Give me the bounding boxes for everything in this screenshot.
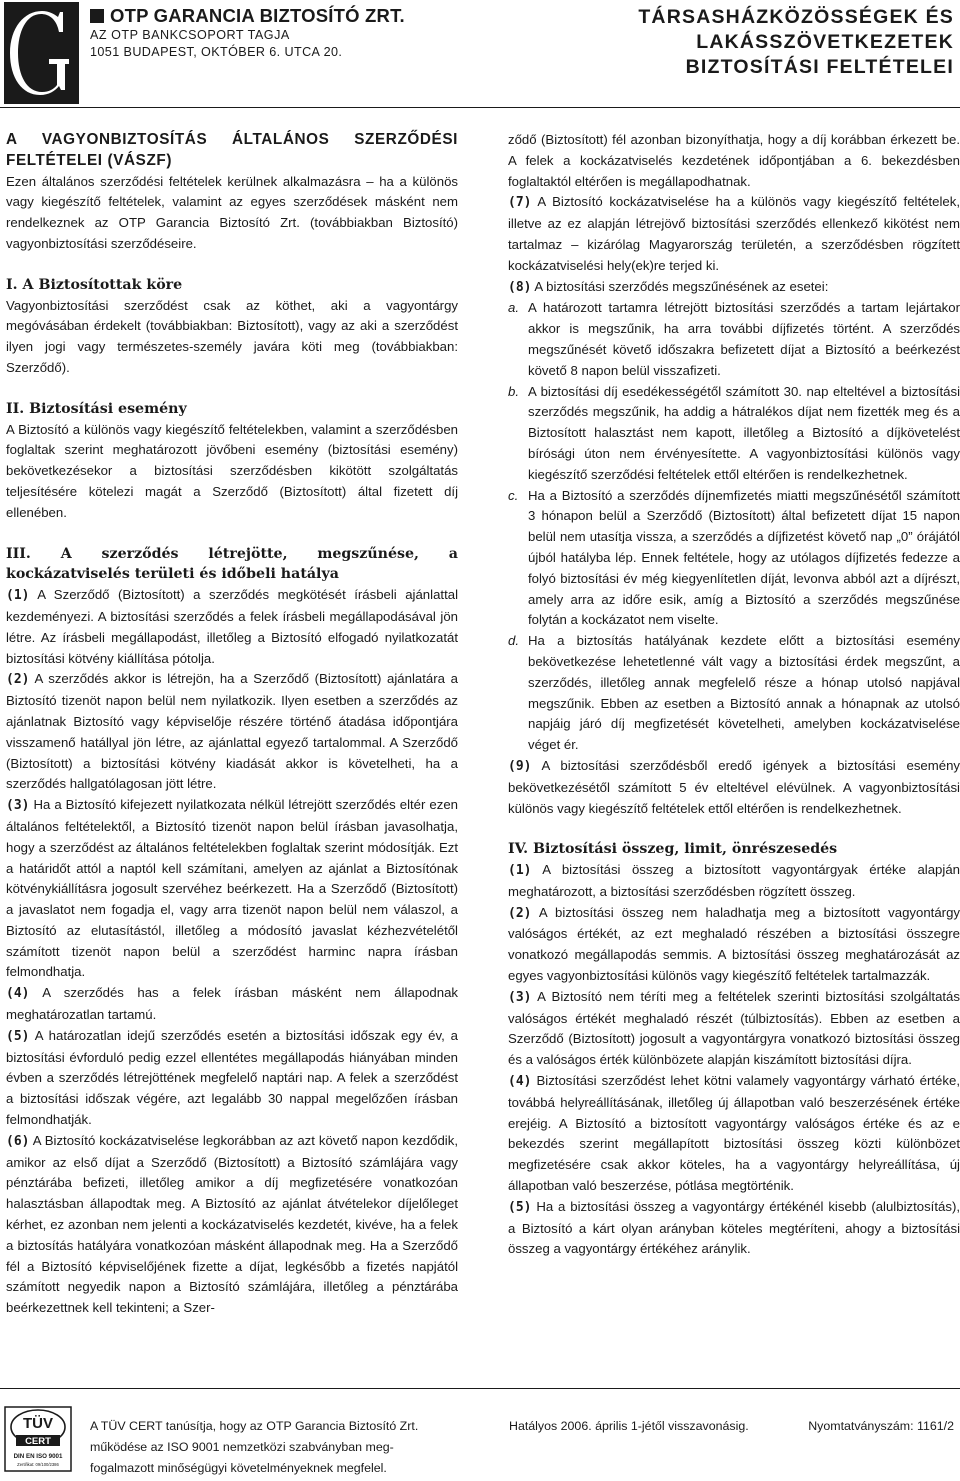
paragraph-number: (5) — [6, 1028, 30, 1044]
tuv-cert-logo — [4, 1406, 72, 1472]
paragraph-4-3: (3) A Biztosító nem téríti meg a feltételek szerinti biztosítási szolgáltatás valóságos értékét meghaladó részét (túlbiztosítás). Ebben az esetben a Szerződő (Biztosított) jogosult a vagyontárgyra vonatkozó biztosítási összeg és a valóságos érték különbözete alapján kiszámított biztosítási díjra. — [508, 988, 960, 1068]
list-item: d. Ha a biztosítás hatályának kezdete előtt a biztosítási esemény bekövetkezése lehetetlenné vált vagy a biztosítási érdek megszűnt, a szerződés, illetőleg annak megfelelő része a hónap utolsó napjával megszűnik. Ebben az esetben a Biztosító annak a hónapnak az utolsó napjáig járó díj megfizetését követelheti, amelyben kockázatviselése véget ér. — [508, 633, 960, 753]
company-block — [90, 4, 405, 61]
paragraph-number: (3) — [508, 989, 532, 1005]
paragraph-3-4: (4) A szerződés has a felek írásban másként nem állapodnak meghatározatlan tartamú. — [6, 985, 458, 1023]
cert-badge-text: CERT — [25, 1436, 51, 1447]
paragraph-3-8: (8) A biztosítási szerződés megszűnésének az esetei: — [508, 278, 829, 295]
document-title-line: TÁRSASHÁZKÖZÖSSÉGEK ÉS — [638, 6, 954, 28]
paragraph-number: (4) — [6, 986, 30, 1002]
square-bullet-icon — [90, 9, 104, 23]
paragraph-3-5: (5) A határozatlan idejű szerződés esetén a biztosítási időszak egy év, a biztosítási évforduló pedig ezzel ellentétes megállapodás hiányában minden évben a szerződés létrejöttének megfelelő naptári nap. A felek a szerződést a biztosítási időszak végére, azt legalább 30 nappal megelőzően írásban felmondhatják. — [6, 1027, 459, 1128]
left-column — [6, 130, 458, 1319]
section-heading-1: I. A Biztosítottak köre — [6, 276, 183, 293]
paragraph-4-5: (5) Ha a biztosítási összeg a vagyontárgy értékénél kisebb (alulbiztosítás), a Biztosító a kárt olyan arányban köteles megtéríteni, ahogy a biztosítási összeg a vagyontárgy értékéhez aránylik. — [508, 1198, 960, 1257]
company-group: AZ OTP BANKCSOPORT TAGJA — [90, 28, 290, 42]
footer-divider — [0, 1388, 960, 1389]
certification-statement — [90, 1416, 418, 1479]
paragraph-number: (6) — [6, 1133, 30, 1149]
company-name: OTP GARANCIA BIZTOSÍTÓ ZRT. — [90, 4, 405, 27]
paragraph-4-4: (4) Biztosítási szerződést lehet kötni valamely vagyontárgy várható értéke, továbbá helyreállításának, illetőleg új állapotban való beszerzésének értéke erejéig. A Biztosító a biztosított vagyontárgy valóságos értéke és az e bekezdés szerint megállapított biztosítási összeg közti különbözet megfizetésére csak akkor köteles, ha a vagyontárgy helyreállítása, új állapotban való beszerzése, pótlása megtörténik. — [508, 1073, 960, 1194]
paragraph-number: (5) — [508, 1199, 532, 1215]
certificate-number-text: Zertifikat: 09/100/2386 — [17, 1462, 59, 1467]
certification-line: A TÜV CERT tanúsítja, hogy az OTP Garancia Biztosító Zrt. — [90, 1419, 419, 1433]
paragraph-3-6: (6) A Biztosító kockázatviselése legkorábban az azt követő napon kezdődik, amikor az első díjat a Szerződő (Biztosított) a Biztosító számlájára vagy pénztárába befizeti, illetőleg amikor a díj megfizetésére vonatkozóan halasztásban állapodtak meg. A Biztosító az ajánlat átvételekor díjelőleget kérhet, ez azonban nem jelenti a kockázatviselés kezdetét, kivéve, ha a felek a biztosítás hatályára vonatkozóan másként állapodnak meg. Ha a Szerződő fél a Biztosító képviselőjének fizette a díjat, legkésőbb a fizetés napjától számított negyedik napon a Biztosító számlájára, illetőleg a pénztárába beérkezettnek kell tekinteni; a Szer- — [6, 1132, 458, 1316]
header-divider — [0, 107, 960, 108]
section-2-text: A Biztosító a különös vagy kiegészítő feltételekben, valamint a szerződésben foglaltak szerint meghatározott jövőbeni esemény (biztosítási esemény) bekövetkezésekor a biztosítási szerződésben kikötött szolgáltatás teljesítésére kötelezi magát a Szerződő (Biztosított) által fizetett díj ellenében. — [6, 421, 458, 520]
paragraph-4-2: (2) A biztosítási összeg nem haladhatja meg a biztosított vagyontárgy valóságos értékét, az ezt meghaladó részében a biztosítási összegre vonatkozó megállapodás semmis. A biztosítási összeg meghatározását az egyes vagyonbiztosítási különös vagy kiegészítő feltételek tartalmazzák. — [508, 904, 960, 984]
document-title-line: BIZTOSÍTÁSI FELTÉTELEI — [685, 56, 954, 78]
paragraph-number: (1) — [6, 588, 30, 604]
g-letter-icon — [4, 2, 79, 104]
paragraph-4-1: (1) A biztosítási összeg a biztosított vagyontárgyak értéke alapján meghatározott, a biztosítási szerződésben rögzített összeg. — [508, 862, 960, 899]
list-marker: d. — [508, 633, 519, 649]
paragraph-3-1: (1) A Szerződő (Biztosított) a szerződés megkötését írásbeli ajánlattal kezdeményezi. A biztosítási szerződés a felek írásbeli megállapodásával jön létre. Az írásbeli megállapodást, illetőleg a Biztosító elfogadó nyilatkozatát biztosítási kötvény kiállítása pótolja. — [6, 587, 459, 666]
section-heading-4: IV. Biztosítási összeg, limit, önrészesedés — [508, 841, 838, 858]
section-1-text: Vagyonbiztosítási szerződést csak az köthet, aki a vagyontárgy megóvásában érdekelt (továbbiakban: Biztosított), vagy az aki a szerződést ilyen jogi vagy természetes-személy javára köti meg (továbbiakban: Szerződő). — [6, 297, 458, 375]
paragraph-number: (1) — [508, 863, 532, 879]
list-marker: b. — [508, 383, 519, 399]
document-title — [638, 5, 954, 80]
paragraph-number: (8) — [508, 279, 532, 295]
list-marker: c. — [508, 487, 519, 503]
page-footer — [0, 1388, 960, 1481]
paragraph-3-7: (7) A Biztosító kockázatviselése ha a különös vagy kiegészítő feltételek, illetve az ez alapján létrejövő biztosítási szerződés ellenkező kikötést nem tartalmaz – kizárólag Magyarország területén, a szerződésben rögzített kockázatviselési hely(ek)re terjed ki. — [508, 194, 960, 273]
paragraph-3-9: (9) A biztosítási szerződésből eredő igények a biztosítási esemény bekövetkezésétől számított 5 év elteltével elévülnek. A vagyonbiztosítási különös vagy kiegészítő feltételek ettől eltérően is rendelkezhetnek. — [508, 757, 960, 816]
form-number: Nyomtatványszám: 1161/2 — [808, 1419, 954, 1433]
paragraph-3-3: (3) Ha a Biztosító kifejezett nyilatkozata nélkül létrejött szerződés eltér ezen általános feltételektől, a Biztosító tizenöt napon belül írásban javasolhatja, hogy a szerződést az általános feltételekben foglaltak szerint módosítják. Ezt a határidőt attól a naptól kell számítani, amelyen az ajánlat a Biztosítónak kötvénykiállításra jogosult szervéhez beérkezett. Ha a Szerződő (Biztosított) a javaslatot nem fogadja el, vagy arra tizenöt napon belül nem válaszol, a Biztosító az elutasítástól, illetőleg a módosító javaslat kézhezvételétől számított tizenöt napon belül a szerződést harminc napra írásban felmondhatja. — [6, 797, 458, 980]
paragraph-3-2: (2) A szerződés akkor is létrejön, ha a Szerződő (Biztosított) ajánlatára a Biztosító tizenöt napon belül nem nyilatkozik. Ilyen esetben a szerződés az ajánlatnak Biztosító vagy képviselője részére történő átadása időpontjára visszamenő hatállyal jön létre, az ajánlattal egyező tartalommal. A Szerződő (Biztosított) a biztosítási kötvény kiadását akkor is követelheti, ha a szerződés hallgatólagosan jött létre. — [6, 671, 459, 792]
section-main-title: A VAGYONBIZTOSÍTÁS ÁLTALÁNOS SZERZŐDÉSI FELTÉTELEI (VÁSZF) — [6, 131, 458, 169]
continuation-paragraph: ződő (Biztosított) fél azonban bizonyíthatja, hogy a díj korábban érkezett be. A felek a kockázatviselés kezdetének időpontjában a 6. bekezdésben foglaltaktól eltérően is megállapodhatnak. — [508, 132, 960, 189]
paragraph-number: (7) — [508, 195, 532, 211]
document-title-line: LAKÁSSZÖVETKEZETEK — [696, 31, 954, 53]
certification-line: működése az ISO 9001 nemzetközi szabványban meg- — [90, 1440, 394, 1454]
tuv-badge-icon — [4, 1406, 72, 1472]
intro-paragraph: Ezen általános szerződési feltételek kerülnek alkalmazásra – ha a különös vagy kiegészítő feltételek, valamint az egyes szerződések másként nem rendelkeznek az OTP Garancia Biztosító Zrt. (továbbiakban Biztosító) vagyonbiztosítási szerződéseire. — [6, 173, 458, 251]
list-marker: a. — [508, 300, 519, 316]
effective-date: Hatályos 2006. április 1-jétől visszavonásig. — [509, 1419, 749, 1433]
paragraph-number: (3) — [6, 798, 30, 814]
paragraph-number: (2) — [6, 672, 30, 688]
certification-line: fogalmazott minőségügyi követelményeknek megfelel. — [90, 1461, 387, 1475]
paragraph-number: (2) — [508, 905, 532, 921]
section-heading-3: III. A szerződés létrejötte, megszűnése, a kockázatviselés területi és időbeli hatálya — [6, 545, 458, 583]
section-heading-2: II. Biztosítási esemény — [6, 400, 187, 417]
page-header — [0, 0, 960, 110]
paragraph-number: (4) — [508, 1074, 532, 1090]
iso-badge-text: DIN EN ISO 9001 — [13, 1453, 63, 1460]
list-item: c. Ha a Biztosító a szerződés díjnemfizetés miatti megszűnésétől számított 3 hónapon belül a Szerződő (Biztosított) által befizetett díjat 15 napon belül nem utasítja vissza, a szerződés a díjfizetést követő nap „0” órájától újból hatályba lép. Ennek feltétele, hogy az utólagos díjfizetés fedezze a folyó biztosítási év még kiegyenlítetlen díját, levonva abból azt a díjrészt, amely arra az időre esik, amíg a Biztosító a szerződés megszűnése folytán a kockázatot nem viselte. — [508, 487, 960, 628]
paragraph-number: (9) — [508, 758, 532, 774]
tuv-badge-text: TÜV — [23, 1415, 53, 1432]
list-item: b. A biztosítási díj esedékességétől számított 30. nap elteltével a biztosítási szerződés megszűnik, ha addig a hátralékos díjat nem fizették meg és a Biztosított halasztást nem kapott, illetőleg a Biztosító a díjkövetelést bírósági úton nem érvényesítette. A vagyonbiztosítási különös vagy kiegészítő szerződési feltételek ettől eltérően is rendelkezhetnek. — [508, 383, 960, 482]
right-column — [508, 130, 960, 1260]
list-item: a. A határozott tartamra létrejött biztosítási szerződés a tartam lejártakor akkor is megszűnik, ha arra további díjfizetés történt. A szerződés megszűnését követő időszakra befizetett díjat a Biztosító a beérkezést követő 8 napon belül visszafizeti. — [508, 300, 960, 378]
company-address: 1051 BUDAPEST, OKTÓBER 6. UTCA 20. — [90, 45, 343, 59]
otp-garancia-logo — [4, 2, 79, 104]
